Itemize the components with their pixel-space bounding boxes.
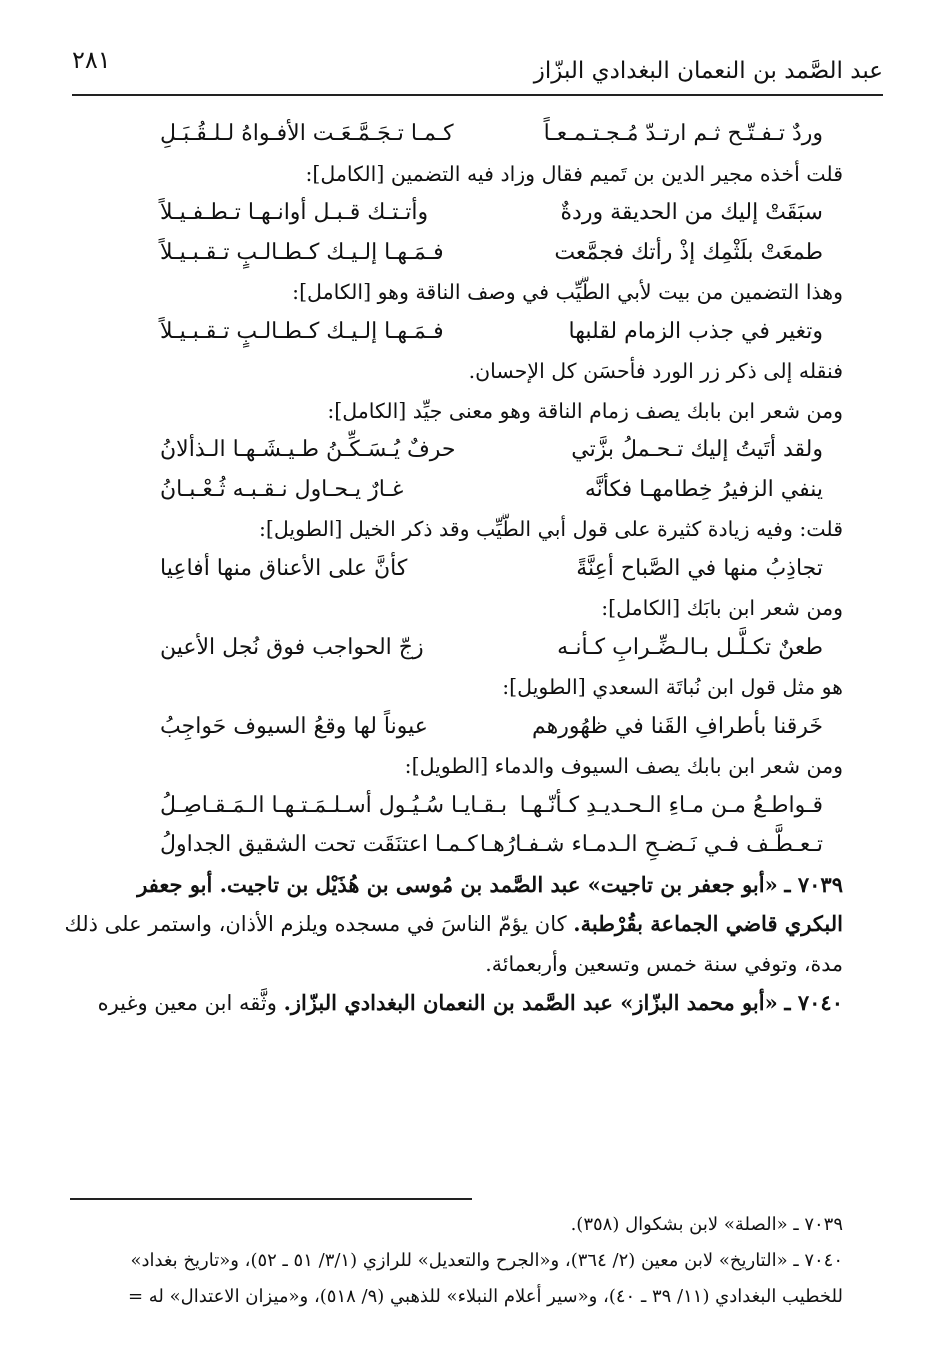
verse-first-hemistich: طعنٌ تكـلَّـل بـالـضِّـرابِ كـأنـه [557, 634, 823, 660]
verse-line [60, 316, 843, 348]
biography-entry [60, 987, 843, 1019]
verse-first-hemistich: وتغير في جذب الزمام لقلبها [568, 318, 823, 344]
verse-first-hemistich: طمعَتْ بلَثْمِك إذْ رأتك فجمَّعت [554, 239, 823, 265]
verse-line [60, 632, 843, 664]
footnotes [60, 1210, 843, 1318]
verse-second-hemistich: غـارٌ يـحـاول نـقـبـه ثُـعْـبـانُ [160, 476, 404, 502]
verse-line [60, 237, 843, 269]
biography-entry-continued [60, 908, 843, 940]
verse-line [60, 711, 843, 743]
verse-first-hemistich: وردٌ تـفـتّـح ثـم ارتـدّ مُـجـتـمـعـاً [543, 121, 823, 146]
verse-second-hemistich: بـقـايـا سُـيُـول أسـلـمَـتـهـا الـمَـقـاصِـلُ [160, 792, 508, 818]
verse-line [60, 790, 843, 822]
text-line: قلت أخذه مجير الدين بن تَميم فقال وزاد فيه التضمين [الكامل]: [305, 161, 843, 186]
footnote-separator [70, 1198, 472, 1200]
verse-second-hemistich: كأنَّ على الأعناق منها أفاعِيا [160, 555, 408, 581]
verse-first-hemistich: خَرقنا بأطرافِ القَنا في ظهُورهم [532, 713, 823, 739]
entry-heading: «أبو محمد البزّاز» عبد الصَّمد بن النعمان البغدادي البزّاز. [283, 990, 778, 1015]
text-line: هو مثل قول ابن نُباتَة السعدي [الطويل]: [502, 675, 843, 699]
verse-line [60, 118, 843, 150]
verse-first-hemistich: ولقد أتَيتُ إليك تـحـملُ بزَّتي [571, 437, 823, 462]
entry-text: وثَّقه ابن معين وغيره [97, 991, 284, 1015]
verse-line [60, 474, 843, 506]
verse-second-hemistich: فـمَـهـا إلـيـك كـطـالـبٍ تـقـبـيـلاً [160, 318, 444, 344]
footnote-line: ٧٠٤٠ ـ «التاريخ» لابن معين (٢/ ٣٦٤)، و«الجرح والتعديل» للرازي (٣/١/ ٥١ ـ ٥٢)، و«تاريخ بغداد» [130, 1250, 843, 1271]
page-body [60, 118, 843, 1027]
verse-second-hemistich: كـمـا تـجَـمَّـعَـت الأفـواهُ لـلـقُـبَـلِ [160, 121, 454, 146]
entry-heading: البكري قاضي الجماعة بقُرْطبة. [573, 911, 843, 936]
verse-second-hemistich: كـمـا اعتنَقَت تحت الشقيق الجداولُ [160, 832, 478, 857]
running-title: عبد الصَّمد بن النعمان البغدادي البزّاز [533, 58, 883, 84]
footnote-line: للخطيب البغدادي (١١/ ٣٩ ـ ٤٠)، و«سير أعلام النبلاء» للذهبي (٩/ ٥١٨)، و«ميزان الاعتدال» له = [127, 1286, 843, 1307]
text-line: مدة، وتوفي سنة خمس وتسعين وأربعمائة. [485, 951, 843, 976]
text-line: قلت: وفيه زيادة كثيرة على قول أبي الطَّيِّب وقد ذكر الخيل [الطويل]: [258, 517, 843, 541]
text-line: ومن شعر ابن بابك يصف زمام الناقة وهو معنى جيِّد [الكامل]: [327, 398, 843, 423]
verse-first-hemistich: تجاذِبُ منها في الصَّباح أعِنَّةً [576, 555, 823, 581]
entry-number: ٧٠٤٠ ـ [784, 990, 843, 1015]
biography-entry [60, 869, 843, 901]
verse-first-hemistich: ينفي الزفيرُ خِطامهـا فكأنَّه [584, 476, 823, 502]
entry-heading: «أبو جعفر بن تاجيت» عبد الصَّمد بن مُوسى بن هُذَيْل بن تاجيت. أبو جعفر [137, 871, 778, 897]
verse-first-hemistich: قـواطـعُ مـن مـاءِ الـحـديـدِ كـأنّـهـا [519, 792, 823, 818]
text-line: وهذا التضمين من بيت لأبي الطَّيِّب في وصف الناقة وهو [الكامل]: [292, 280, 843, 304]
verse-first-hemistich: سبَقَتْ إليك من الحديقة وردةٌ [560, 200, 823, 225]
text-line: ومن شعر ابن بابَك [الكامل]: [601, 596, 843, 620]
text-line: فنقله إلى ذكر زر الورد فأحسَن كل الإحسان. [468, 359, 843, 383]
verse-second-hemistich: زجّ الحواجب فوق نُجل الأعين [160, 634, 424, 660]
verse-line [60, 434, 843, 466]
entry-number: ٧٠٣٩ ـ [784, 871, 843, 897]
verse-second-hemistich: وأتـتـك قـبـل أوانـهـا تـطـفـيـلاً [160, 200, 429, 225]
running-header [72, 44, 883, 96]
verse-line [60, 197, 843, 229]
verse-line [60, 829, 843, 861]
verse-first-hemistich: تـعـطَّـف فـي نَـضـحِ الـدمـاء شـفـارُهـا [479, 832, 823, 857]
footnote-line: ٧٠٣٩ ـ «الصلة» لابن بشكوال (٣٥٨). [570, 1214, 843, 1235]
verse-second-hemistich: عيوناً لها وقعُ السيوف حَواجِبُ [160, 713, 428, 739]
entry-text: كان يؤمّ الناسَ في مسجده ويلزم الأذان، واستمر على ذلك [64, 912, 574, 936]
text-line: ومن شعر ابن بابك يصف السيوف والدماء [الطويل]: [404, 754, 843, 778]
verse-second-hemistich: حرفٌ يُـسَـكِّـنُ طـيـشَـهـا الـذألانُ [160, 437, 456, 462]
verse-second-hemistich: فـمَـهـا إلـيـك كـطـالـبٍ تـقـبـيـلاً [160, 239, 444, 265]
verse-line [60, 553, 843, 585]
page-number: ٢٨١ [72, 46, 111, 74]
